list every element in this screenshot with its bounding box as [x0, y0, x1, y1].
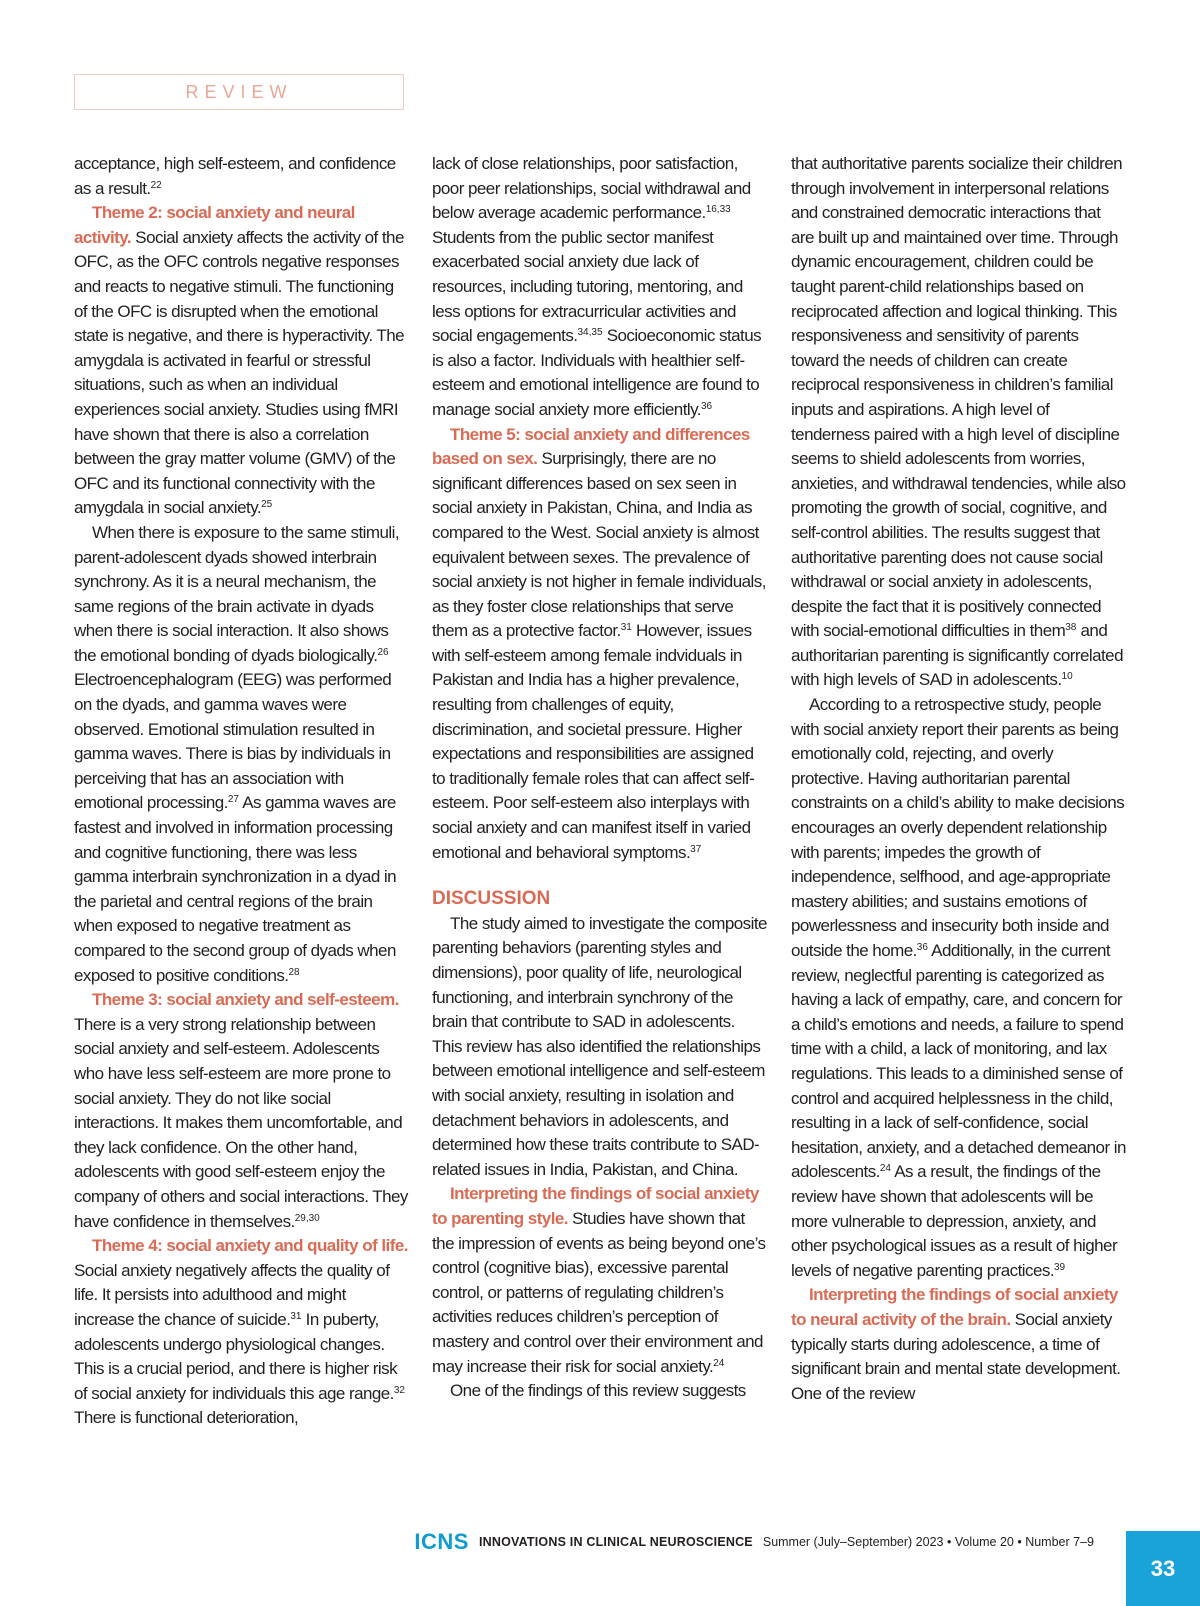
reference: 10: [1061, 671, 1073, 683]
paragraph: When there is exposure to the same stimuli, parent-adolescent dyads showed interbrain synchrony. As it is a neural mechanism, the same regions of the brain activate in dyads when there is social interaction. It also shows the emotional bonding of dyads biologically.$^{26}$ Electroencephalogram (EEG) was performed on the dyads, and gamma waves were observed. Emotional stimulation resulted in gamma waves. There is bias by individuals in perceiving that has an association with emotional processing.$^{27}$ As gamma waves are fastest and involved in information processing and cognitive functioning, there was less gamma interbrain synchronization in a dyad in the parietal and central regions of the brain when exposed to negative treatment as compared to the second group of dyads when exposed to positive conditions.$^{28}$: [74, 522, 400, 985]
reference: 37: [690, 843, 702, 855]
paragraph-theme-3: Theme 3: social anxiety and self-esteem. There is a very strong relationship between social anxiety and self-esteem. Adolescents who have less self-esteem are more prone to social anxiety. They do not like social interactions. It makes them uncomfortable, and they lack confidence. On the other hand, adolescents with good self-esteem enjoy the company of others and social interactions. They have confidence in themselves.$^{29,30}$: [74, 990, 408, 1231]
reference: 29,30: [294, 1212, 320, 1224]
reference: 38: [1065, 622, 1077, 634]
reference: 39: [1054, 1261, 1066, 1273]
paragraph: that authoritative parents socialize their children through involvement in interpersonal relations and constrained democratic interactions that are built up and maintained over time. Through dynamic encouragement, children could be taught parent-child relationships based on reciprocated affection and logical thinking. This responsiveness and sensitivity of parents toward the needs of children can create reciprocal responsiveness in children’s familial inputs and aspirations. A high level of tenderness paired with a high level of discipline seems to shield adolescents from worries, anxieties, and withdrawal tendencies, while also promoting the growth of social, cognitive, and self-control abilities. The results suggest that authoritative parenting does not cause social withdrawal or social anxiety in adolescents, despite the fact that it is positively connected with social-emotional difficulties in them$^{38}$ and authoritarian parenting is significantly correlated with high levels of SAD in adolescents.$^{10}$: [791, 154, 1126, 690]
section-label: REVIEW: [74, 74, 404, 110]
reference: 28: [288, 966, 300, 978]
journal-name: INNOVATIONS IN CLINICAL NEUROSCIENCE: [478, 1535, 753, 1549]
column-2: [432, 152, 767, 1404]
subsection-heading: Interpreting the findings of social anxiety to parenting style.: [432, 1184, 759, 1228]
reference: 36: [700, 400, 713, 412]
paragraph: According to a retrospective study, people with social anxiety report their parents as being emotionally cold, rejecting, and overly protective. Having authoritarian parental constraints on a child’s ability to make decisions encourages an overly dependent relationship with parents; impedes the growth of independence, selfhood, and age-appropriate mastery abilities; and sustains emotions of powerlessness and insecurity both inside and outside the home.$^{36}$ Additionally, in the current review, neglectful parenting is categorized as having a lack of empathy, care, and concern for a child’s emotions and needs, a failure to spend time with a child, a lack of monitoring, and lax regulations. This leads to a diminished sense of control and acquired helplessness in the child, resulting in a lack of self-confidence, social hesitation, anxiety, and a detached demeanor in adolescents.$^{24}$ As a result, the findings of the review have shown that adolescents will be more vulnerable to depression, anxiety, and other psychological issues as a result of higher levels of negative parenting practices.$^{39}$: [791, 695, 1126, 1280]
reference: 27: [227, 794, 239, 806]
paragraph: lack of close relationships, poor satisfaction, poor peer relationships, social withdrawal and below average academic performance.$^{16,33}$ Students from the public sector manifest exacerbated social anxiety due lack of resources, including tutoring, mentoring, and less options for extracurricular activities and social engagements.$^{34,35}$ Socioeconomic status is also a factor. Individuals with healthier self-esteem and emotional intelligence are found to manage social anxiety more efficiently.$^{36}$: [432, 154, 762, 419]
reference: 31: [620, 622, 632, 634]
reference: 24: [713, 1357, 725, 1369]
theme-heading: Theme 4: social anxiety and quality of life.: [92, 1236, 408, 1256]
discussion-heading: DISCUSSION: [432, 888, 551, 910]
reference: 22: [150, 179, 162, 191]
page-footer: [0, 1522, 1094, 1562]
reference: 34,35: [577, 327, 603, 339]
issue-info: Summer (July–September) 2023 • Volume 20 • Number 7–9: [762, 1535, 1094, 1549]
reference: 16,33: [705, 204, 731, 216]
reference: 36: [916, 942, 928, 953]
reference: 26: [377, 646, 389, 658]
paragraph: The study aimed to investigate the composite parenting behaviors (parenting styles and dimensions), poor quality of life, neurological functioning, and interbrain synchrony of the brain that contribute to SAD in adolescents. This review has also identified the relationships between emotional intelligence and self-esteem with social anxiety, resulting in isolation and detachment behaviors in adolescents, and determined how these traits contribute to SAD-related issues in India, Pakistan, and China.: [432, 913, 767, 1179]
paragraph-theme-5: Theme 5: social anxiety and differences based on sex. Surprisingly, there are no significant differences based on sex seen in social anxiety in Pakistan, China, and India as compared to the West. Social anxiety is almost equivalent between sexes. The prevalence of social anxiety is not higher in female individuals, as they foster close relationships that serve them as a protective factor.$^{31}$ However, issues with self-esteem among female indviduals in Pakistan and India has a higher prevalence, resulting from challenges of equity, discrimination, and societal pressure. Higher expectations and responsibilities are assigned to traditionally female roles that can affect self-esteem. Poor self-esteem also interplays with social anxiety and can manifest itself in varied emotional and behavioral symptoms.$^{37}$: [432, 424, 766, 862]
reference: 25: [261, 499, 273, 511]
reference: 32: [393, 1384, 405, 1396]
paragraph-interpretation-1: Interpreting the findings of social anxiety to parenting style. Studies have shown that the impression of events as being beyond one’s control (cognitive bias), excessive parental control, or patterns of regulating children’s activities reduces children’s perception of mastery and control over their environment and may increase their risk for social anxiety.$^{24}$: [432, 1184, 766, 1376]
reference: 24: [879, 1163, 891, 1175]
reference: 31: [290, 1310, 302, 1322]
paragraph-interpretation-2: Interpreting the findings of social anxiety to neural activity of the brain. Social anxiety typically starts during adolescence, a time of significant brain and mental state development. One of the review: [791, 1285, 1121, 1403]
paragraph-theme-2: Theme 2: social anxiety and neural activity. Social anxiety affects the activity of the OFC, as the OFC controls negative responses and reacts to negative stimuli. The functioning of the OFC is disrupted when the emotional state is negative, and there is hyperactivity. The amygdala is activated in fearful or stressful situations, such as when an individual experiences social anxiety. Studies using fMRI have shown that there is also a correlation between the gray matter volume (GMV) of the OFC and its functional connectivity with the amygdala in social anxiety.$^{25}$: [74, 203, 405, 518]
paragraph: One of the findings of this review suggests: [450, 1381, 746, 1401]
column-3: [791, 152, 1126, 1406]
theme-heading: Theme 5: social anxiety and differences based on sex.: [432, 424, 750, 469]
page-number: 33: [1126, 1531, 1200, 1606]
theme-heading: Theme 2: social anxiety and neural activity.: [74, 203, 355, 247]
column-1: [74, 152, 409, 1431]
paragraph-theme-4: Theme 4: social anxiety and quality of life. Social anxiety negatively affects the quality of life. It persists into adulthood and might increase the chance of suicide.$^{31}$ In puberty, adolescents undergo physiological changes. This is a crucial period, and there is higher risk of social anxiety for individuals this age range.$^{32}$ There is functional deterioration,: [74, 1236, 408, 1428]
journal-logo: ICNS: [414, 1529, 469, 1554]
paragraph: acceptance, high self-esteem, and confidence as a result.$^{22}$: [74, 154, 396, 198]
subsection-heading: Interpreting the findings of social anxiety to neural activity of the brain.: [791, 1285, 1118, 1329]
theme-heading: Theme 3: social anxiety and self-esteem.: [92, 990, 399, 1010]
